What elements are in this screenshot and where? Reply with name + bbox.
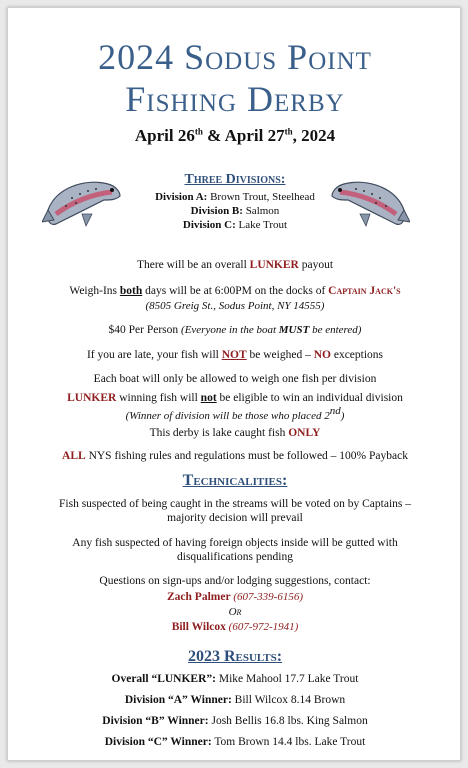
contact-1-name: Zach Palmer <box>167 591 231 603</box>
weigh-text: Weigh-Ins <box>69 285 120 297</box>
lunker-word: LUNKER <box>249 259 299 271</box>
one-fish-line: Each boat will only be allowed to weigh one fish per division <box>93 373 377 385</box>
flyer-page <box>7 7 461 761</box>
result-lunker <box>8 673 462 685</box>
divisions-heading: Three Divisions: <box>184 172 286 187</box>
divisions-block <box>118 172 352 232</box>
contact-1-phone: (607-339-6156) <box>230 591 303 603</box>
questions-line: Questions on sign-ups and/or lodging suggestions, contact: <box>99 575 371 587</box>
weigh-in-line <box>18 284 452 298</box>
lake-only-line <box>18 426 452 440</box>
winner-note-text: (Winner of division will be those who placed 2 <box>125 409 330 422</box>
lake-only: ONLY <box>288 427 321 439</box>
streams-line-1: Fish suspected of being caught in the streams will be voted on by Captains – <box>59 498 411 510</box>
late-text: If you are late, your fish will <box>86 349 222 361</box>
date-2-suffix: th <box>284 126 293 137</box>
results-heading: 2023 Results: <box>187 648 283 665</box>
event-dates <box>8 126 462 146</box>
late-text-end: exceptions <box>330 349 384 361</box>
winner-note <box>18 404 452 423</box>
result-division-b <box>8 715 462 727</box>
title-line-2: Fishing Derby <box>125 79 345 119</box>
division-c <box>118 218 352 232</box>
lunker2-not: not <box>200 392 217 404</box>
contact-1 <box>18 590 452 604</box>
lunker2-word: LUNKER <box>67 392 117 404</box>
page-title <box>8 36 462 120</box>
lake-text: This derby is lake caught fish <box>149 427 289 439</box>
foreign-line-1: Any fish suspected of having foreign objects inside will be gutted with <box>72 537 398 549</box>
contact-2-name: Bill Wilcox <box>171 621 226 633</box>
result-division-a <box>8 694 462 706</box>
result-b-value: Josh Bellis 16.8 lbs. King Salmon <box>208 715 368 727</box>
contact-2 <box>18 620 452 634</box>
foreign-line-2: disqualifications pending <box>177 551 293 563</box>
winner-note-sup: nd <box>329 405 341 417</box>
contact-or <box>18 605 452 619</box>
division-b-value: Salmon <box>242 205 280 217</box>
division-a <box>118 190 352 204</box>
result-lunker-label: Overall “LUNKER”: <box>111 673 216 685</box>
weigh-address-text: (8505 Greig St., Sodus Point, NY 14555) <box>145 300 325 312</box>
late-not: NOT <box>221 349 247 361</box>
nys-rules-line <box>18 449 452 463</box>
lunker-text-end: payout <box>298 259 334 271</box>
result-b-label: Division “B” Winner: <box>102 715 209 727</box>
trout-left-icon <box>42 170 124 234</box>
lunker2-text-end: be eligible to win an individual division <box>216 392 403 404</box>
title-line-1: 2024 Sodus Point <box>98 37 372 77</box>
division-a-label: Division A: <box>155 191 208 203</box>
nys-text: NYS fishing rules and regulations must be followed – 100% Payback <box>85 450 408 462</box>
fee-line <box>18 323 452 337</box>
weigh-place: Captain Jack's <box>328 285 401 297</box>
nys-all: ALL <box>62 450 86 462</box>
late-no: NO <box>313 349 331 361</box>
fee-note: (Everyone in the boat <box>181 324 279 336</box>
date-1-suffix: th <box>194 126 203 137</box>
division-c-value: Lake Trout <box>235 219 288 231</box>
division-b-label: Division B: <box>190 205 243 217</box>
division-b <box>118 204 352 218</box>
weigh-address <box>18 299 452 313</box>
fee-note-must: MUST <box>278 324 310 336</box>
date-year: , 2024 <box>292 126 336 145</box>
fee-text: $40 Per Person <box>108 324 182 336</box>
date-1: April 26 <box>134 126 195 145</box>
result-lunker-value: Mike Mahool 17.7 Lake Trout <box>215 673 359 685</box>
lunker-text: There will be an overall <box>136 259 250 271</box>
division-c-label: Division C: <box>182 219 236 231</box>
fee-note-end: be entered) <box>309 324 362 336</box>
date-2: & April 27 <box>202 126 285 145</box>
result-a-value: Bill Wilcox 8.14 Brown <box>231 694 346 706</box>
result-c-label: Division “C” Winner: <box>104 736 212 748</box>
division-a-value: Brown Trout, Steelhead <box>207 191 315 203</box>
contact-or-text: Or <box>228 606 242 618</box>
weigh-both: both <box>119 285 143 297</box>
streams-line-2: majority decision will prevail <box>167 512 303 524</box>
lunker-eligibility-line <box>18 391 452 405</box>
late-text-mid: be weighed – <box>246 349 314 361</box>
lunker2-text: winning fish will <box>116 392 201 404</box>
winner-note-end: ) <box>340 409 345 422</box>
technicalities-heading: Technicalities: <box>182 472 288 489</box>
weigh-text-mid: days will be at 6:00PM on the docks of <box>142 285 329 297</box>
contact-2-phone: (607-972-1941) <box>225 621 299 633</box>
result-a-label: Division “A” Winner: <box>124 694 232 706</box>
late-line <box>18 348 452 362</box>
result-c-value: Tom Brown 14.4 lbs. Lake Trout <box>211 736 366 748</box>
lunker-payout-line <box>18 258 452 272</box>
result-division-c <box>8 736 462 748</box>
